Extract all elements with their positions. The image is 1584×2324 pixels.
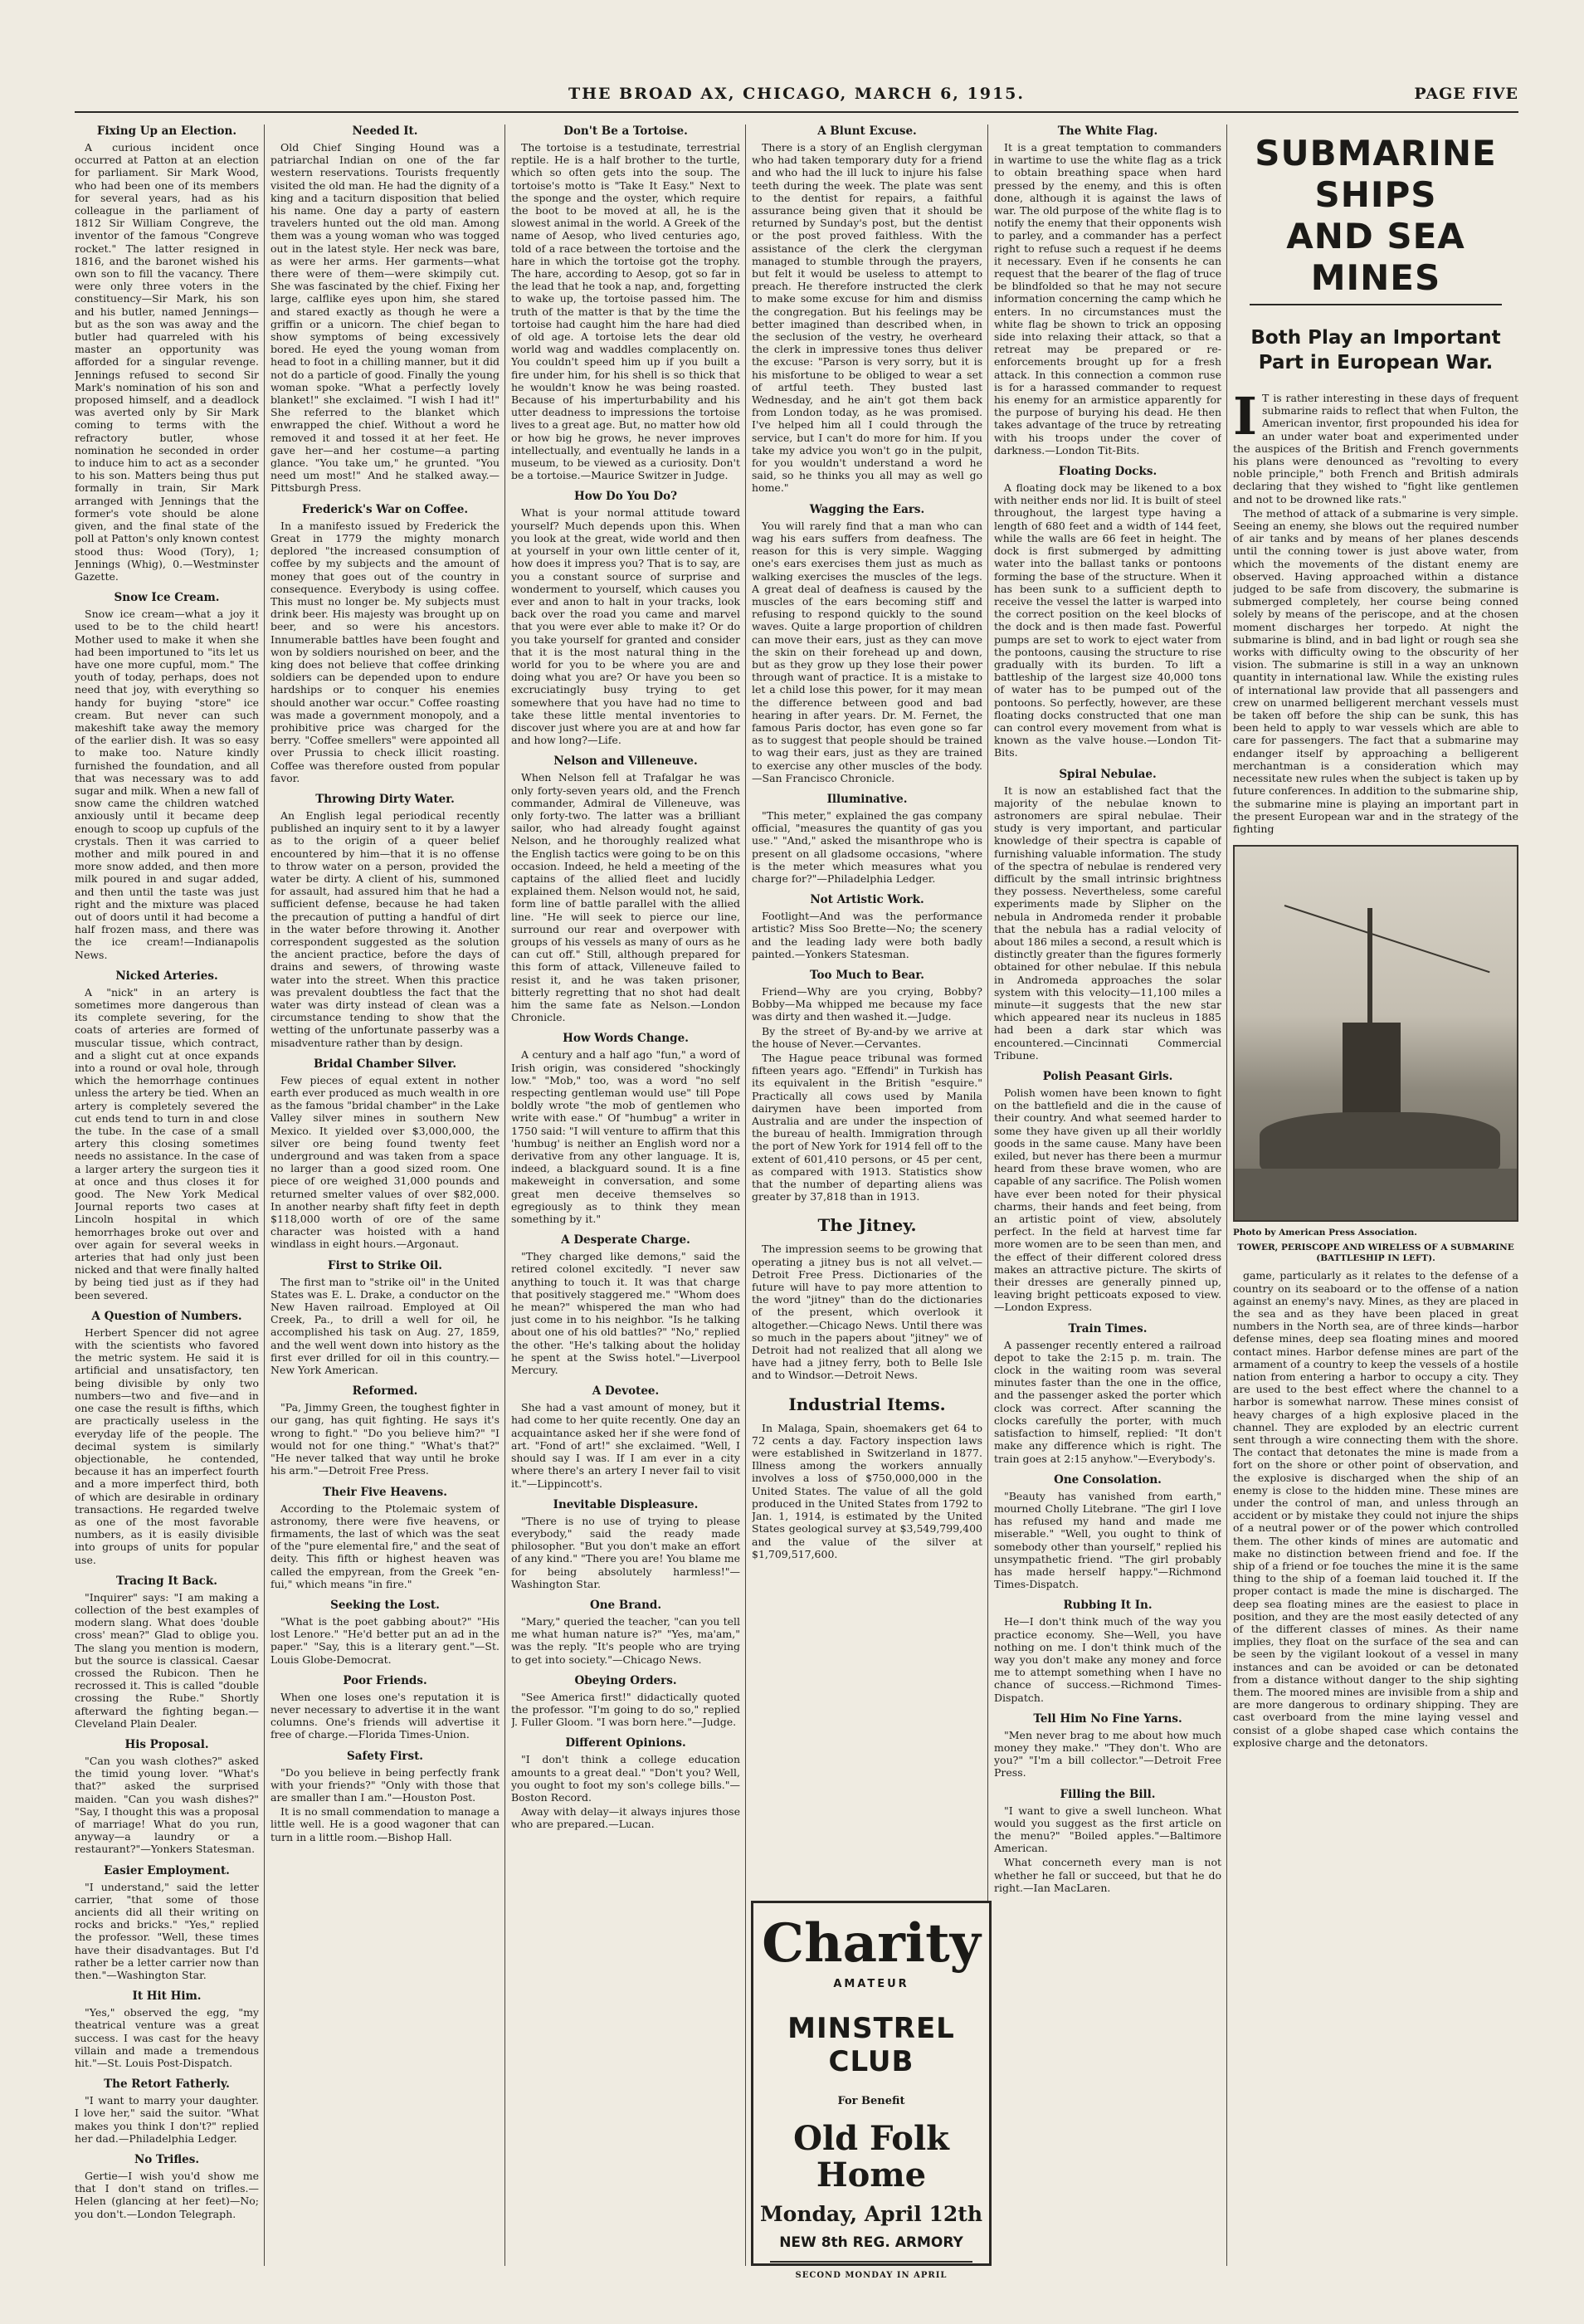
- article-body: "Can you wash clothes?" asked the timid young lover. "What's that?" asked the surprised maiden. "Can you wash dishes?" "Say, I thought this was a proposal of marriage! What do you run, anyway—a laundry or a restaurant?"—Yonkers Statesman.: [75, 1754, 259, 1856]
- feature-subhead: Both Play an Important Part in European War.: [1250, 327, 1501, 374]
- article-body: When Nelson fell at Trafalgar he was only forty-seven years old, and the French commander, Admiral de Villeneuve, was only forty-two. The latter was a brilliant sailor, who had already fought against Nelson, and he thoroughly realized what the English tactics were going to be on this occasion. Indeed, he held a meeting of the captains of the allied fleet and lucidly explained them. Nelson would not, he said, form line of battle parallel with the allied line. "He will seek to pierce our line, surround our rear and overpower with groups of his vessels as many of ours as he can cut off." Still, although prepared for this form of attack, Villeneuve failed to resist it, and he was taken prisoner, bitterly regretting that no shot had dealt him the same fate as Nelson.—London Chronicle.: [511, 771, 740, 1024]
- article-headline: Tell Him No Fine Yarns.: [1033, 1711, 1182, 1726]
- article-headline: It Hit Him.: [132, 1990, 202, 2004]
- ad-amateur: AMATEUR: [833, 1978, 909, 1990]
- column-rule: [745, 124, 746, 2266]
- photo-credit: Photo by American Press Association.: [1233, 1228, 1417, 1238]
- ad-for-benefit: For Benefit: [837, 2095, 905, 2107]
- article-headline: No Trifles.: [134, 2153, 200, 2167]
- article-body: "There is no use of trying to please everybody," said the ready made philosopher. "But you don't make an effort of any kind." "There you are! You blame me for being absolutely harmless!"—Washington Star.: [511, 1514, 740, 1590]
- article-headline: Seeking the Lost.: [330, 1598, 440, 1612]
- article-headline: The White Flag.: [1057, 124, 1158, 138]
- article-headline: Polish Peasant Girls.: [1042, 1070, 1173, 1084]
- article-headline: Throwing Dirty Water.: [315, 792, 455, 806]
- wireless-wire-shape: [1284, 905, 1490, 973]
- article-headline: A Desperate Charge.: [561, 1233, 690, 1247]
- article-headline: Floating Docks.: [1058, 465, 1158, 479]
- article-body: It is now an established fact that the majority of the nebulae known to astronomers are spiral nebulae. Their study is very important, and particular knowledge of their spectra is capable of furnishing valuable information. The study of the spectra of nebulae is rendered very difficult by the small intrinsic brightness they possess. Nevertheless, some careful experiments made by Slipher on the nebula in Andromeda render it probable that the nebula has a radial velocity of about 186 miles a second, a result which is distinctly greater than the figures formerly obtained for other nebulae. If this nebula in Andromeda approaches the solar system with this velocity—11,100 miles a minute—it suggests that the new star which appeared near its nucleus in 1885 had been a dark star which was encountered.—Cincinnati Commercial Tribune.: [994, 784, 1221, 1062]
- article-headline: Filling the Bill.: [1060, 1787, 1156, 1801]
- article-headline: One Brand.: [589, 1598, 662, 1612]
- submarine-photo: [1233, 845, 1518, 1222]
- article-body: A curious incident once occurred at Patton at an election for parliament. Sir Mark Wood, who had been one of its members for several years, had as his colleague in the parliament of 1812 Sir William Congreve, the inventor of the famous "Congreve rocket." The latter resigned in 1816, and the baronet wished his own son to fill the vacancy. There were only three voters in the constituency—Sir Mark, his son and his butler, named Jennings—but as the son was away and the butler had quarreled with his master an opportunity was afforded for a singular revenge. Jennings refused to second Sir Mark's nomination of his son and proposed himself, and a deadlock was averted only by Sir Mark coming to terms with the refractory butler, whose nomination he seconded in order to induce him to act as a seconder to his son. Matters being thus put formally in train, Sir Mark arranged with Jennings that the former's vote should be alone given, and the final state of the poll at Patton's only known contest stood thus: Wood (Tory), 1; Jennings (Whig), 0.—Westminster Gazette.: [75, 141, 259, 583]
- article-body: "I don't think a college education amounts to a great deal." "Don't you? Well, you ought to foot my son's college bills."—Boston Record.: [511, 1753, 740, 1804]
- feature-body-part-1: The method of attack of a submarine is very simple. Seeing an enemy, she blows out the required number of air tanks and by means of her planes descends until the conning tower is just above water, from which the movements of the distant enemy are observed. Having approached within a distance judged to be safe from discovery, the submarine is submerged completely, her course being conned solely by means of the periscope, and at the chosen moment discharges her torpedo. At night the submarine is blind, and in bad light or rough sea she works with difficulty owing to the obscurity of her vision. The submarine is still in a way an unknown quantity in international law. While the existing rules of international law provide that all passengers and crew on unarmed belligerent merchant vessels must be taken off before the ship can be sunk, this has been held to apply to war vessels which are able to care for passengers. The fact that a submarine may endanger itself by approaching a belligerent merchantman is a consideration which may necessitate new rules when the subject is taken up by future conferences. In addition to the submarine ship, the submarine mine is playing an important part in the present European war and in the strategy of the fighting: [1233, 506, 1518, 835]
- article-body: There is a story of an English clergyman who had taken temporary duty for a friend and who had the ill luck to injure his false teeth during the week. The plate was sent to the dentist for repairs, a faithful assurance being given that it should be returned by Sunday's post, but the dentist or the post proved faithless. With the assistance of the clerk the clergyman managed to stumble through the prayers, but felt it would be useless to attempt to preach. He therefore instructed the clerk to make some excuse for him and dismiss the congregation. But his feelings may be better imagined than described when, in the seclusion of the vestry, he overheard the clerk in impressive tones thus deliver the excuse: "Parson is very sorry, but it is his misfortune to be obliged to wear a set of artful teeth. They busted last Wednesday, and he ain't got them back from London today, as he was promised. I've helped him all I could through the service, but I can't do more for him. If you take my advice you won't go in the pulpit, for you wouldn't understand a word he said, so he thinks you all may as well go home.": [752, 141, 982, 495]
- ad-minstrel-club: MINSTREL CLUB: [787, 2012, 955, 2078]
- article-headline: Bridal Chamber Silver.: [313, 1057, 457, 1071]
- article-body: "What is the poet gabbing about?" "His lost Lenore." "He'd better put an ad in the paper." "Say, this is a literary gent."—St. Louis Globe-Democrat.: [270, 1614, 500, 1666]
- article-headline: Safety First.: [346, 1749, 424, 1763]
- article-body: "This meter," explained the gas company official, "measures the quantity of gas you use." "And," asked the misanthrope who is present on all gladsome occasions, "where is the meter which measures what you charge for?"—Philadelphia Ledger.: [752, 808, 982, 885]
- article-body: Footlight—And was the performance artistic? Miss Soo Brette—No; the scenery and the leading lady were both badly painted.—Yonkers Statesman.: [752, 910, 982, 960]
- article-body: "I want to give a swell luncheon. What would you suggest as the first article on the menu?" "Boiled apples."—Baltimore American.: [994, 1804, 1221, 1855]
- column-rule: [1226, 124, 1227, 2266]
- article-headline: Poor Friends.: [343, 1673, 427, 1687]
- article-headline: Tracing It Back.: [116, 1574, 217, 1588]
- article-body: "I want to marry your daughter. I love her," said the suitor. "What makes you think I don't?" replied her dad.—Philadelphia Ledger.: [75, 2094, 259, 2145]
- article-headline: Not Artistic Work.: [810, 893, 924, 907]
- column-5: [994, 124, 1221, 2249]
- article-headline: Inevitable Displeasure.: [553, 1497, 699, 1511]
- masthead-title: THE BROAD AX, CHICAGO, MARCH 6, 1915.: [568, 85, 1026, 103]
- article-headline: Industrial Items.: [788, 1394, 946, 1414]
- article-body: It is a great temptation to commanders in wartime to use the white flag as a trick to obtain breathing space when hard pressed by the enemy, and this is often done, although it is against the laws of war. The old purpose of the white flag is to notify the enemy that their opponents wish to parley, and a commander has a perfect right to refuse such a request if he deems it necessary. Even if he consents he can request that the bearer of the flag of truce be blindfolded so that he may not secure information concerning the camp which he enters. In no circumstances must the white flag be shown to trick an opposing side into relaxing their attack, so that a retreat may be prepared or re-enforcements brought up for a fresh attack. In this connection a common ruse is for a harassed commander to request his enemy for an armistice apparently for the purpose of burying his dead. He then takes advantage of the truce by retreating with his troops under the cover of darkness.—London Tit-Bits.: [994, 141, 1221, 456]
- article-headline: His Proposal.: [124, 1737, 209, 1751]
- article-headline: Too Much to Bear.: [810, 968, 924, 982]
- article-body: Gertie—I wish you'd show me that I don't stand on trifles.—Helen (glancing at her feet)—No; you don't.—London Telegraph.: [75, 2170, 259, 2220]
- article-headline: Rubbing It In.: [1063, 1599, 1153, 1613]
- article-headline: Reformed.: [352, 1384, 418, 1399]
- article-body: The first man to "strike oil" in the United States was E. L. Drake, a conductor on the New Haven railroad. Employed at Oil Creek, Pa., to drill a well for oil, he accomplished his task on Aug. 27, 1859, and the well went down into history as the first ever drilled for oil in this country.—New York American.: [270, 1275, 500, 1377]
- article-body: "Beauty has vanished from earth," mourned Cholly Litebrane. "The girl I love has refused my hand and made me miserable." "Well, you ought to think of somebody other than yourself," replied his unsympathetic friend. "The girl probably has made herself happy."—Richmond Times-Dispatch.: [994, 1489, 1221, 1591]
- article-headline: Obeying Orders.: [574, 1673, 677, 1687]
- column-6-feature: [1233, 124, 1518, 2249]
- ad-beneficiary: Old Folk Home: [793, 2119, 949, 2195]
- column-3: [511, 124, 740, 2249]
- article-body: It is no small commendation to manage a little well. He is a good wagoner that can turn in a little room.—Bishop Hall.: [270, 1805, 500, 1843]
- column-2: [270, 124, 500, 2249]
- article-headline: How Words Change.: [563, 1032, 689, 1046]
- article-body: Polish women have been known to fight on the battlefield and die in the cause of their country. And what seemed harder to some they have given up all their worldly goods in the same cause. Many have been exiled, but never has there been a murmur heard from these brave women, who are capable of any sacrifice. The Polish women have ever been noted for their physical charms, their hands and feet being, from an artistic point of view, absolutely perfect. In the field at harvest time far more women are to be seen than men, and the effect of their different colored dress makes an attractive picture. The skirts of their dresses are generally pinned up, leaving bright petticoats exposed to view.—London Express.: [994, 1086, 1221, 1314]
- article-body: Away with delay—it always injures those who are prepared.—Lucan.: [511, 1805, 740, 1831]
- feature-headline: [1233, 133, 1518, 299]
- periscope-shape: [1367, 908, 1372, 1024]
- submarine-hull-shape: [1260, 1112, 1500, 1170]
- article-headline: Their Five Heavens.: [323, 1485, 447, 1499]
- feature-lead-paragraph: [1233, 386, 1518, 505]
- article-body: Snow ice cream—what a joy it used to be to the child heart! Mother used to make it when she had been importuned to "its let us have one more cupful, mom." The youth of today, perhaps, does not need that joy, with everything so handy for buying "store" ice cream. But never can such makeshift take away the memory of the earlier dish. It was so easy to make too. Nature kindly furnished the foundation, and all that was necessary was to add sugar and milk. When a new fall of snow came the children watched anxiously until it became deep enough to scoop up cupfuls of the crystals. Then it was carried to mother and milk poured in and more snow added, and then more milk poured in and sugar added, and then until the taste was just right and the mixture was placed out of doors until it had become a half frozen mass, and there was the ice cream!—Indianapolis News.: [75, 608, 259, 961]
- article-body: He—I don't think much of the way you practice economy. She—Well, you have nothing on me. I don't think much of the way you don't make any money and force me to attempt something when I have no chance of success.—Richmond Times-Dispatch.: [994, 1615, 1221, 1704]
- ad-note: SECOND MONDAY IN APRIL: [795, 2271, 948, 2280]
- article-headline: One Consolation.: [1054, 1472, 1162, 1487]
- feature-headline-line-2: AND SEA MINES: [1286, 216, 1465, 298]
- article-body: An English legal periodical recently published an inquiry sent to it by a lawyer as to the origin of a queer belief encountered by him—that it is no offense to throw water on a person, provided the water be dirty. A client of his, summoned for assault, had assured him that he had a sufficient defense, because he had taken the precaution of putting a handful of dirt in the water before throwing it. Another correspondent suggested as the solution the ancient practice, before the days of drains and sewers, of throwing waste water into the street. When this practice was prevalent doubtless the fact that the water was dirty instead of clean was a circumstance tending to show that the wetting of the unfortunate passerby was a misadventure rather than by design.: [270, 808, 500, 1049]
- article-body: In Malaga, Spain, shoemakers get 64 to 72 cents a day. Factory inspection laws were established in Switzerland in 1877. Illness among the workers annually involves a loss of $750,000,000 in the United States. The value of all the gold produced in the United States from 1792 to Jan. 1, 1914, is estimated by the United States geological survey at $3,549,799,400 and the value of the silver at $1,709,517,600.: [752, 1421, 982, 1560]
- article-body: According to the Ptolemaic system of astronomy, there were five heavens, or firmaments, the last of which was the seat of the "pure elemental fire," and the seat of deity. This fifth or highest heaven was called the empyrean, from the Greek "en-fui," which means "in fire.": [270, 1501, 500, 1590]
- article-headline: Nicked Arteries.: [115, 969, 218, 983]
- article-body: Herbert Spencer did not agree with the scientists who favored the metric system. He said it is artificial and unsatisfactory, ten being divisible by only two numbers—two and five—and in one case the result is fifths, which are practically useless in the everyday life of the people. The decimal system is similarly objectionable, he contended, because it has an imperfect fourth and a more imperfect third, both of which are desirable in ordinary transactions. He regarded twelve as one of the most favorable numbers, as it is easily divisible into groups of units for popular use.: [75, 1326, 259, 1566]
- water-shape: [1235, 1169, 1517, 1220]
- drop-cap: I: [1233, 386, 1258, 447]
- article-body: "Inquirer" says: "I am making a collection of the best examples of modern slang. What does 'double cross' mean?" Glad to oblige you. The slang you mention is modern, but the source is classical. Caesar crossed the Rubicon. Then he recrossed it. This is called "double crossing the Rube." Shortly afterward the fighting began.—Cleveland Plain Dealer.: [75, 1590, 259, 1730]
- article-body: In a manifesto issued by Frederick the Great in 1779 the mighty monarch deplored "the increased consumption of coffee by my subjects and the amount of money that goes out of the country in consequence. Everybody is using coffee. This must no longer be. My subjects must drink beer. His majesty was brought up on beer, and so were his ancestors. Innumerable battles have been fought and won by soldiers nourished on beer, and the king does not believe that coffee drinking soldiers can be depended upon to endure hardships or to conquer his enemies should another war occur." Coffee roasting was made a government monopoly, and a prohibitive price was charged for the berry. "Coffee smellers" were appointed all over Prussia to check illicit roasting. Coffee was therefore ousted from popular favor.: [270, 519, 500, 784]
- article-headline: Don't Be a Tortoise.: [563, 124, 688, 138]
- article-headline: Frederick's War on Coffee.: [301, 502, 469, 516]
- article-body: Few pieces of equal extent in nother earth ever produced as much wealth in ore as the famous "bridal chamber" in the Lake Valley silver mines in southern New Mexico. It yielded over $3,000,000, the silver ore being found twenty feet underground and was taken from a space no larger than a good sized room. One piece of ore weighed 31,000 pounds and returned smelter values of over $82,000. In another nearby shaft fifty feet in depth $118,000 worth of ore of the same character was hoisted with a hand windlass in eight hours.—Argonaut.: [270, 1073, 500, 1251]
- ad-charity-word: Charity: [762, 1912, 981, 1975]
- article-headline: Snow Ice Cream.: [114, 591, 220, 605]
- article-headline: Illuminative.: [826, 792, 908, 806]
- ad-venue: NEW 8th REG. ARMORY: [779, 2234, 963, 2251]
- article-body: A floating dock may be likened to a box with neither ends nor lid. It is built of steel throughout, the largest type having a length of 680 feet and a width of 144 feet, while the walls are 66 feet in height. The dock is first submerged by admitting water into the ballast tanks or pontoons forming the base of the structure. When it has been sunk to a sufficient depth to receive the vessel the latter is warped into the correct position on the keel blocks of the dock and is then made fast. Powerful pumps are set to work to eject water from the pontoons, causing the structure to rise gradually with its burden. To lift a battleship of the largest size 40,000 tons of water has to be pumped out of the pontoons. So perfectly, however, are these floating docks constructed that one man can control every movement from what is known as the valve house.—London Tit-Bits.: [994, 481, 1221, 759]
- article-headline: Spiral Nebulae.: [1059, 767, 1157, 781]
- ad-rule: [770, 2261, 972, 2263]
- article-headline: Easier Employment.: [104, 1863, 230, 1877]
- headline-rule: [1250, 304, 1502, 305]
- article-body: Friend—Why are you crying, Bobby? Bobby—Ma whipped me because my face was dirty and then washed it.—Judge.: [752, 984, 982, 1023]
- article-headline: A Devotee.: [592, 1384, 660, 1399]
- article-body: The impression seems to be growing that operating a jitney bus is not all velvet.—Detroit Free Press. Dictionaries of the future will have to pay more attention to the word "jitney" than do the dictionaries of the present, which overlook it altogether.—Chicago News. Until there was so much in the papers about "jitney" we of Detroit had not realized that all along we have had a jitney ferry, both to Belle Isle and to Windsor.—Detroit News.: [752, 1243, 982, 1382]
- article-body: "Yes," observed the egg, "my theatrical venture was a great success. I was cast for the heavy villain and made a tremendous hit."—St. Louis Post-Dispatch.: [75, 2006, 259, 2070]
- column-rule: [264, 124, 265, 2266]
- column-4: [752, 124, 982, 1888]
- article-headline: First to Strike Oil.: [328, 1258, 442, 1272]
- article-headline: Nelson and Villeneuve.: [553, 754, 698, 769]
- photo-caption: TOWER, PERISCOPE AND WIRELESS OF A SUBMARINE (BATTLESHIP IN LEFT).: [1237, 1243, 1514, 1264]
- charity-advertisement: [751, 1901, 992, 2280]
- article-body: A century and a half ago "fun," a word of Irish origin, was considered "shockingly low." "Mob," too, was a word "no self respecting gentleman would use" till Pope boldly wrote "the mob of gentlemen who write with ease." Of "humbug" a writer in 1750 said: "I will venture to affirm that this 'humbug' is neither an English word nor a derivative from any other language. It is, indeed, a blackguard sound. It is a fine makeweight in conversation, and some great men deceive themselves so egregiously as to think they mean something by it.": [511, 1048, 740, 1226]
- feature-headline-line-1: SUBMARINE SHIPS: [1255, 133, 1497, 215]
- article-body: The Hague peace tribunal was formed fifteen years ago. "Effendi" in Turkish has its equivalent in the British "esquire." Practically all cows used by Manila dairymen have been imported from Australia and are under the inspection of the bureau of health. Immigration through the port of New York for 1914 fell off to the extent of 601,410 persons, or 45 per cent, as compared with 1913. Statistics show that the number of departing aliens was greater by 37,818 than in 1913.: [752, 1052, 982, 1204]
- article-headline: Train Times.: [1068, 1321, 1148, 1335]
- article-body: She had a vast amount of money, but it had come to her quite recently. One day an acquaintance asked her if she were fond of art. "Fond of art!" she exclaimed. "Well, I should say I was. If I am ever in a city where there's an artery I never fail to visit it."—Lippincott's.: [511, 1401, 740, 1490]
- column-1: [75, 124, 259, 2249]
- article-body: You will rarely find that a man who can wag his ears suffers from deafness. The reason for this is very simple. Wagging one's ears exercises them just as much as walking exercises the muscles of the legs. A great deal of deafness is caused by the muscles of the ears becoming stiff and refusing to respond quickly to the sound waves. Quite a large proportion of children can move their ears, just as they can move the skin on their forehead up and down, but as they grow up they lose their power through want of practice. It is a mistake to let a child lose this power, for it may mean the difference between good and bad hearing in after years. Dr. M. Fernet, the famous Paris doctor, has even gone so far as to suggest that people should be trained to wag their ears, just as they are trained to exercise any other muscles of the body.—San Francisco Chronicle.: [752, 519, 982, 784]
- article-body: When one loses one's reputation it is never necessary to advertise it in the want columns. One's friends will advertise it free of charge.—Florida Times-Union.: [270, 1690, 500, 1741]
- article-headline: Needed It.: [352, 124, 418, 138]
- article-headline: The Jitney.: [817, 1215, 917, 1236]
- feature-body-part-2: game, particularly as it relates to the defense of a country on its seaboard or to the offense of a nation against an enemy's navy. Mines, as they are placed in the sea and as they have been placed in great numbers in the North sea, are of three kinds—harbor defense mines, deep sea floating mines and moored contact mines. Harbor defense mines are part of the armament of a country to keep the vessels of a hostile nation from entering a harbor to occupy a city. They are used to the best effect where the channel to a harbor is somewhat narrow. These mines consist of heavy charges of a high explosive placed in the channel. They are exploded by an electric current sent through a wire connecting them with the shore. The contact that detonates the mine is made from a fort on the shore or other point of observation, and the explosive is discharged when the ship of an enemy is close to the hidden mine. These mines are under the control of man, and unless through an accident or by mistake they could not injure the ships of a neutral power or of the power which controlled them. The other kinds of mines are automatic and make no distinction between friend and foe. If the ship of a friend or foe touches the mine it is the same thing to the ship of a foeman laid touched it. If the proper contact is made the mine is discharged. The deep sea floating mines are the easiest to place in position, and they are the most easily detected of any of the different classes of mines. As their name implies, they float on the surface of the sea and can be seen by the vigilant lookout of a vessel in many instances and can be avoided or can be detonated from a distance without danger to the ship sighting them. The moored mines are invisible from a ship and are more dangerous to ordinary shipping. They are cast overboard from the mine laying vessel and consist of a globe shaped case which contains the explosive charge and the detonators.: [1233, 1269, 1518, 1749]
- article-body: "They charged like demons," said the retired colonel excitedly. "I never saw anything to touch it. It was that charge that positively staggered me." "Whom does he mean?" whispered the man who had just come in to his neighbor. "Is he talking about one of his old battles?" "No," replied the other. "He's talking about the holiday he spent at the Swiss hotel."—Liverpool Mercury.: [511, 1250, 740, 1377]
- article-headline: A Question of Numbers.: [91, 1309, 242, 1323]
- article-headline: The Retort Fatherly.: [104, 2077, 230, 2092]
- article-headline: Fixing Up an Election.: [96, 124, 237, 138]
- article-headline: Wagging the Ears.: [809, 502, 925, 516]
- article-body: What concerneth every man is not whether he fall or succeed, but that he do right.—Ian MacLaren.: [994, 1856, 1221, 1894]
- article-body: "Men never brag to me about how much money they make." "They don't. Who are you?" "I'm a bill collector."—Detroit Free Press.: [994, 1728, 1221, 1780]
- article-body: A "nick" in an artery is sometimes more dangerous than its complete severing, for the coats of arteries are formed of muscular tissue, which contract, and a slight cut at once expands into a round or oval hole, through which the hemorrhage continues unless the artery be tied. When an artery is completely severed the cut ends tend to turn in and close the tube. In the case of a small artery this closing sometimes needs no assistance. In the case of a larger artery the surgeon ties it at once and thus closes it for good. The New York Medical Journal reports two cases at Lincoln hospital in which hemorrhages broke out over and over again for several weeks in arteries that had only just been nicked and that were finally halted by being tied just as if they had been severed.: [75, 985, 259, 1301]
- article-headline: How Do You Do?: [573, 490, 678, 504]
- ad-date: Monday, April 12th: [759, 2202, 982, 2226]
- article-body: A passenger recently entered a railroad depot to take the 2:15 p. m. train. The clock in the waiting room was several minutes faster than the one in the office, and the passenger asked the porter which clock was correct. After scanning the clocks carefully the porter, with much satisfaction to himself, replied: "It don't make any difference which is right. The train goes at 2:15 anyhow."—Everybody's.: [994, 1338, 1221, 1465]
- masthead: [75, 83, 1518, 113]
- article-headline: Different Opinions.: [565, 1736, 686, 1750]
- article-body: "Mary," queried the teacher, "can you tell me what human nature is?" "Yes, ma'am," was the reply. "It's people who are trying to get into society."—Chicago News.: [511, 1614, 740, 1666]
- article-body: "Do you believe in being perfectly frank with your friends?" "Only with those that are smaller than I am."—Houston Post.: [270, 1765, 500, 1804]
- article-headline: A Blunt Excuse.: [817, 124, 917, 138]
- article-body: "Pa, Jimmy Green, the toughest fighter in our gang, has quit fighting. He says it's wrong to fight." "Do you believe him?" "I would not for one thing." "What's that?" "He never talked that way until he broke his arm."—Detroit Free Press.: [270, 1401, 500, 1477]
- feature-lead-text: T is rather interesting in these days of frequent submarine raids to reflect that when Fulton, the American inventor, first propounded his idea for an under water boat and experimented under the auspices of the British and French governments his plans were denounced as "revolting to every noble principle," both French and British admirals declaring that they wished to "fight like gentlemen and not to be drowned like rats.": [1233, 392, 1518, 505]
- article-body: By the street of By-and-by we arrive at the house of Never.—Cervantes.: [752, 1024, 982, 1050]
- article-body: Old Chief Singing Hound was a patriarchal Indian on one of the far western reservations. Tourists frequently visited the old man. He had the dignity of a king and a taciturn disposition that belied his name. One day a party of eastern travelers hunted out the old man. Among them was a young woman who was togged out in the latest style. Her neck was bare, as were her arms. Her garments—what there were of them—were skimpily cut. She was fascinated by the chief. Fixing her large, calflike eyes upon him, she stared and stared exactly as though he were a griffin or a unicorn. The chief began to show symptoms of being excessively bored. He eyed the young woman from head to foot in a chilling manner, but it did not do a particle of good. Finally the young woman spoke. "What a perfectly lovely blanket!" she exclaimed. "I wish I had it!" She referred to the blanket which enwrapped the chief. Without a word he removed it and tossed it at her feet. He gave her—and her costume—a parting glance. "You take um," he grunted. "You need um most!" And he stalked away.—Pittsburgh Press.: [270, 141, 500, 495]
- page-number-label: PAGE FIVE: [1414, 85, 1518, 103]
- article-body: "I understand," said the letter carrier, "that some of those ancients did all their writing on rocks and bricks." "Yes," replied the professor. "Well, these times have their disadvantages. But I'd rather be a letter carrier now than then."—Washington Star.: [75, 1880, 259, 1982]
- article-body: What is your normal attitude toward yourself? Much depends upon this. When you look at the great, wide world and then at yourself in your own little center of it, how does it impress you? That is to say, are you a constant source of surprise and wonderment to yourself, which causes you ever and anon to halt in your tracks, look back over the road you came and marvel that you were ever able to make it? Or do you take yourself for granted and consider that it is the most natural thing in the world for you to be where you are and doing what you are? Or have you been so excruciatingly busy trying to get somewhere that you have had no time to take these little mental inventories to discover just where you are at and how far and how long?—Life.: [511, 506, 740, 747]
- article-body: "See America first!" didactically quoted the professor. "I'm going to do so," replied J. Fuller Gloom. "I was born here."—Judge.: [511, 1690, 740, 1729]
- column-rule: [504, 124, 505, 2266]
- conning-tower-shape: [1343, 1023, 1401, 1114]
- article-body: The tortoise is a testudinate, terrestrial reptile. He is a half brother to the turtle, which so often gets into the soup. The tortoise's motto is "Take It Easy." Next to the sponge and the oyster, which require the boot to be moved at all, he is the slowest animal in the world. A Greek of the name of Aesop, who lived centuries ago, told of a race between the tortoise and the hare in which the tortoise got the trophy. The hare, according to Aesop, got so far in the lead that he took a nap, and, forgetting to wake up, the tortoise passed him. The truth of the matter is that by the time the tortoise had caught him the hare had died of old age. A tortoise lets the dear old world wag and waddles complacently on. You couldn't speed him up if you built a fire under him, for his shell is so thick that he wouldn't know he was being roasted. Because of his imperturbability and his utter deadness to impressions the tortoise lives to a great age. But, no matter how old or how big he grows, he never improves intellectually, and eventually he lands in a museum, to be viewed as a curiosity. Don't be a tortoise.—Maurice Switzer in Judge.: [511, 141, 740, 482]
